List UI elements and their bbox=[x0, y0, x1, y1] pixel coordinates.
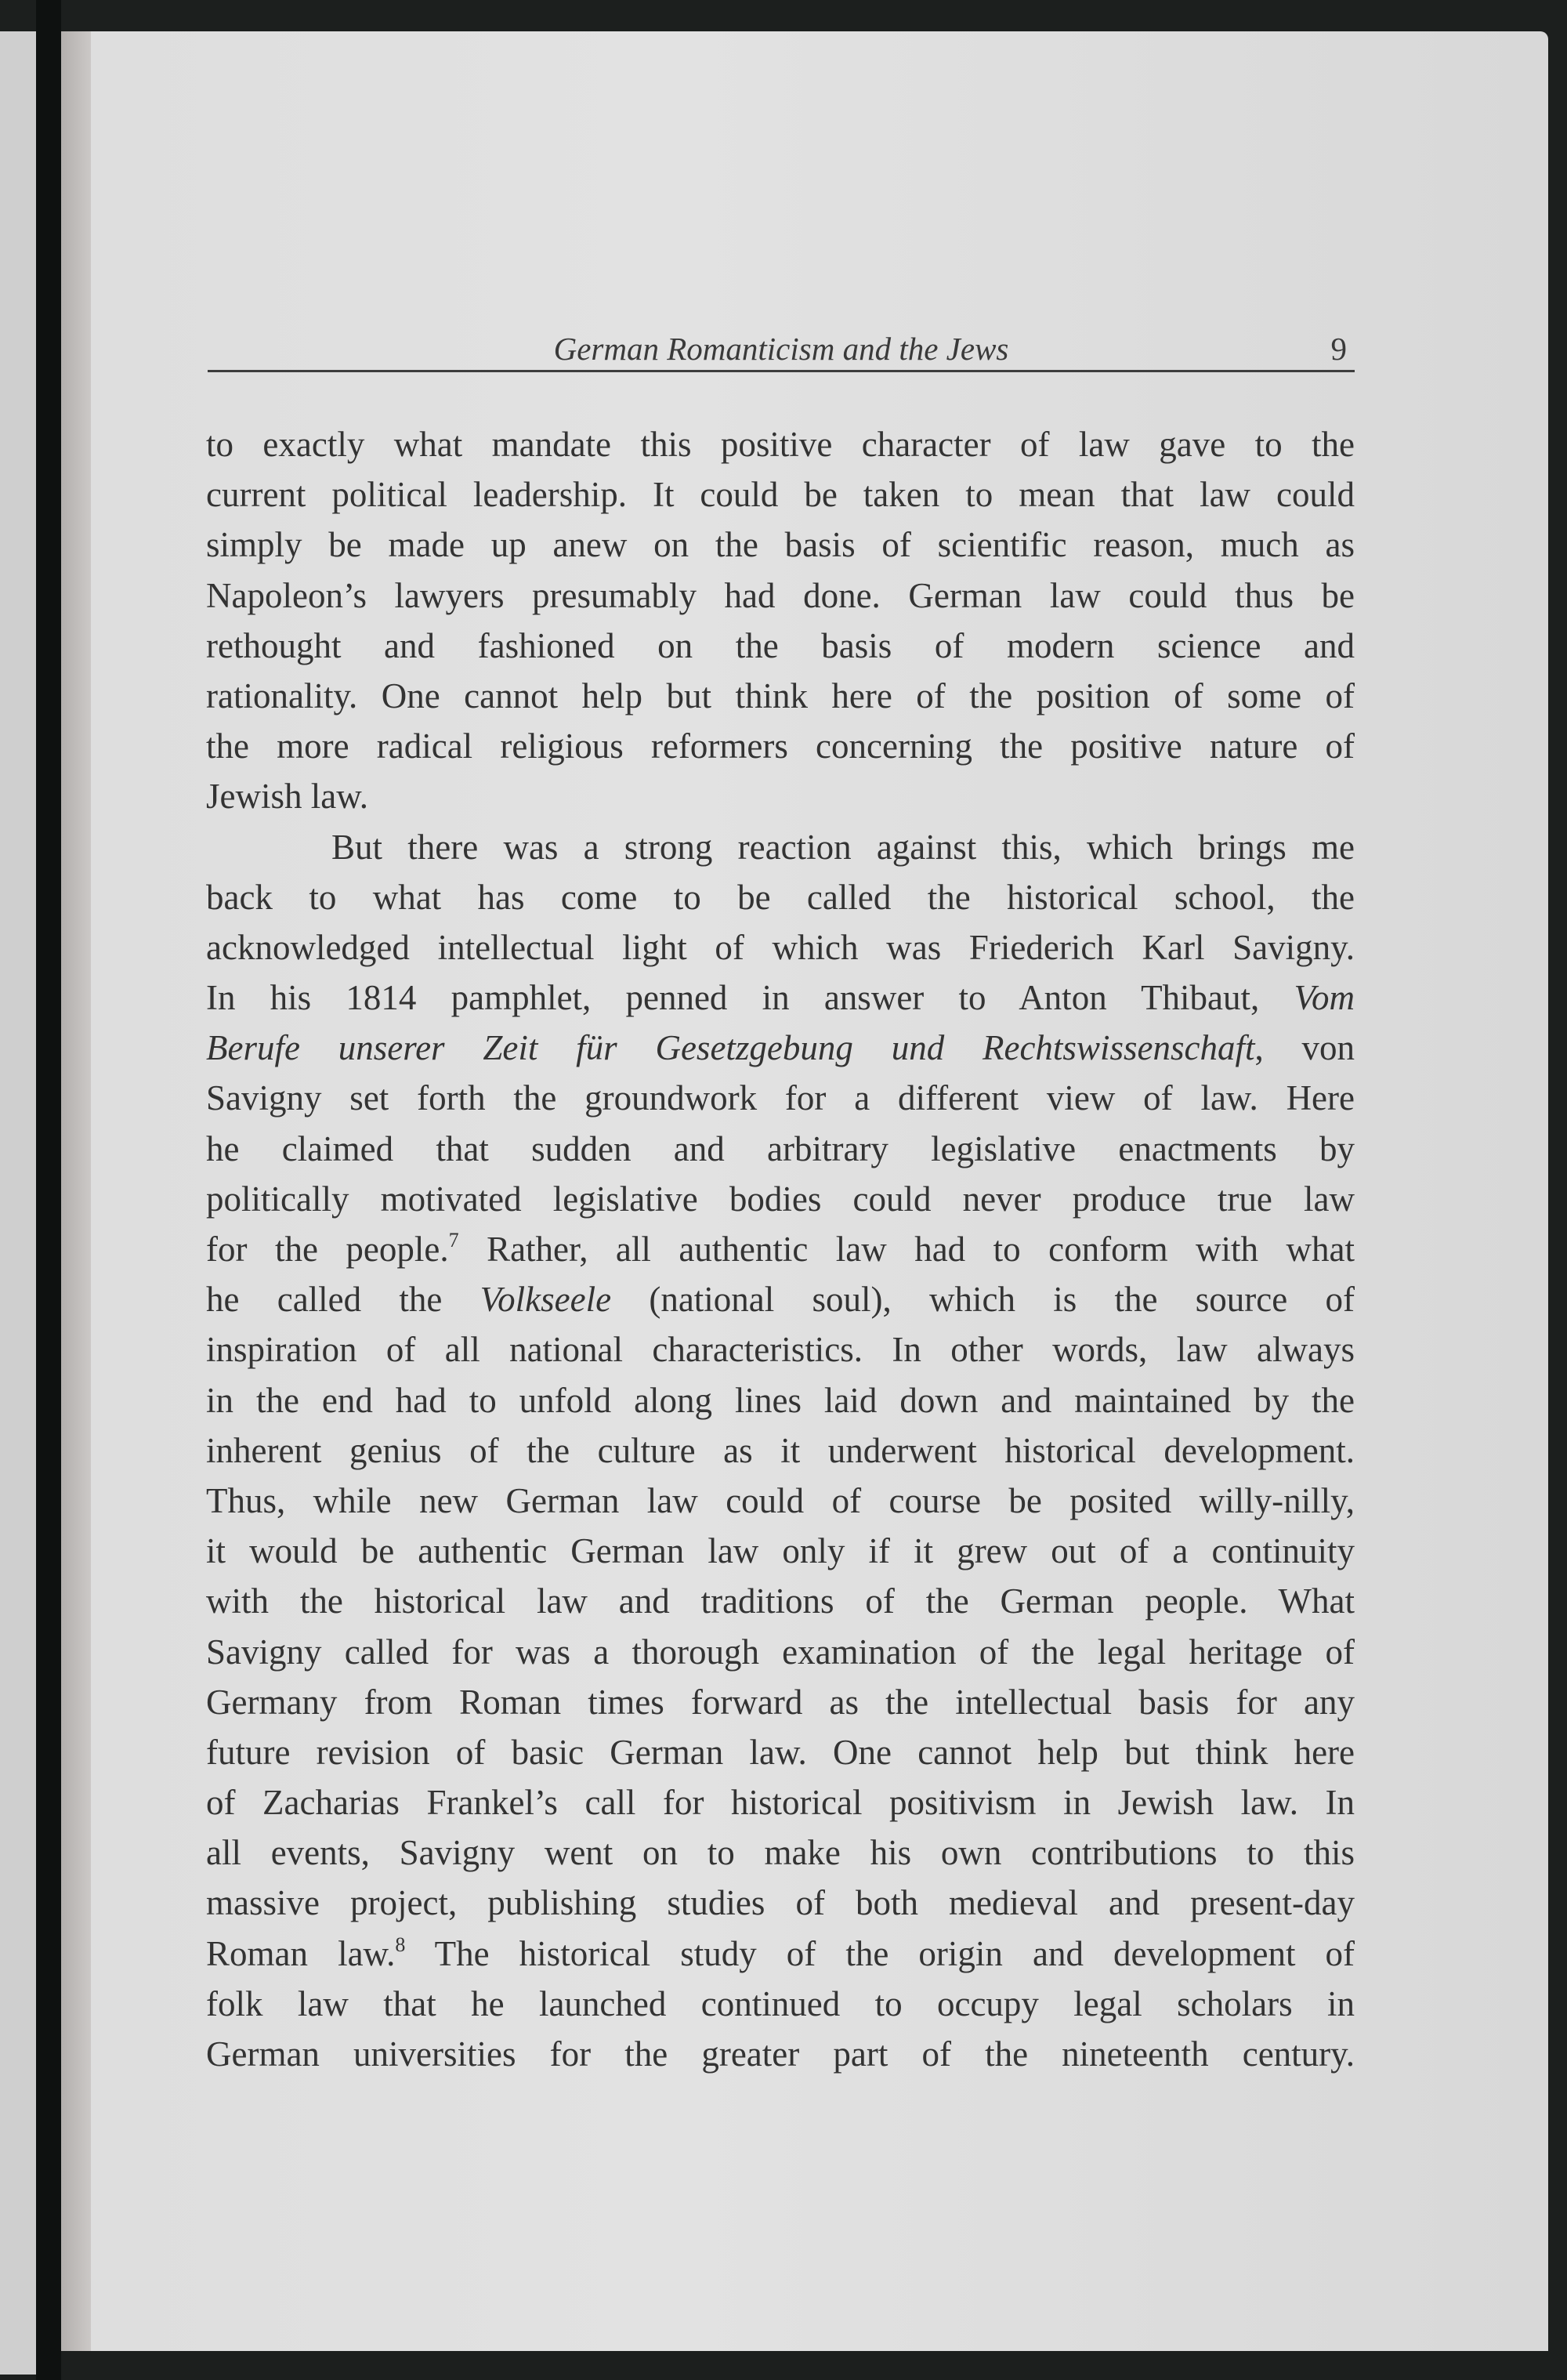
text-line bbox=[206, 1425, 1355, 1476]
text-segment: with the historical law and traditions of the German people. What bbox=[206, 1581, 1355, 1621]
header-rule bbox=[208, 370, 1355, 372]
text-line bbox=[206, 2029, 1355, 2079]
text-segment: it would be authentic German law only if it grew out of a continuity bbox=[206, 1531, 1355, 1571]
text-segment: Savigny set forth the groundwork for a different view of law. Here bbox=[206, 1078, 1355, 1118]
text-line bbox=[206, 469, 1355, 520]
text-line bbox=[206, 1124, 1355, 1174]
page-number: 9 bbox=[1330, 331, 1347, 367]
text-line bbox=[206, 419, 1355, 469]
text-line bbox=[206, 1777, 1355, 1828]
book-gutter bbox=[36, 0, 61, 2380]
text-line bbox=[206, 1174, 1355, 1224]
text-segment: Jewish law. bbox=[206, 777, 369, 817]
text-line bbox=[206, 721, 1355, 771]
italic-text: Berufe unserer Zeit für Gesetzgebung und Rechtswissenschaft bbox=[206, 1028, 1255, 1068]
text-segment: Napoleon’s lawyers presumably had done. German law could thus be bbox=[206, 575, 1355, 615]
running-title: German Romanticism and the Jews bbox=[553, 331, 1009, 367]
text-line bbox=[206, 1878, 1355, 1928]
text-segment: German universities for the greater part of the nineteenth century. bbox=[206, 2034, 1355, 2074]
text-segment: simply be made up anew on the basis of scientific reason, much as bbox=[206, 525, 1355, 565]
page-curl-shadow bbox=[61, 31, 92, 2351]
text-segment: to exactly what mandate this positive character of law gave to the bbox=[206, 425, 1355, 464]
text-segment: politically motivated legislative bodies could never produce true law bbox=[206, 1179, 1355, 1219]
text-line bbox=[206, 1727, 1355, 1777]
text-line bbox=[206, 1828, 1355, 1878]
text-segment: rationality. One cannot help but think here of the position of some of bbox=[206, 676, 1355, 715]
text-line bbox=[206, 571, 1355, 621]
text-line bbox=[206, 1526, 1355, 1576]
text-line bbox=[206, 872, 1355, 922]
text-line bbox=[206, 771, 1355, 821]
text-segment: Thus, while new German law could of course be posited willy-nilly, bbox=[206, 1480, 1355, 1520]
text-segment: inherent genius of the culture as it underwent historical development. bbox=[206, 1430, 1355, 1470]
text-segment: Germany from Roman times forward as the intellectual basis for any bbox=[206, 1682, 1355, 1722]
text-line bbox=[206, 1274, 1355, 1324]
italic-text: Vom bbox=[1294, 978, 1355, 1018]
text-segment: massive project, publishing studies of both medieval and present-day bbox=[206, 1883, 1355, 1923]
text-line bbox=[206, 1073, 1355, 1123]
text-line bbox=[206, 922, 1355, 973]
text-line bbox=[206, 671, 1355, 721]
text-line bbox=[206, 1576, 1355, 1626]
text-line bbox=[206, 1627, 1355, 1677]
text-segment: Savigny called for was a thorough examination of the legal heritage of bbox=[206, 1632, 1355, 1672]
text-segment: The historical study of the origin and development of bbox=[405, 1933, 1355, 1973]
text-segment: the more radical religious reformers concerning the positive nature of bbox=[206, 726, 1355, 766]
text-segment: of Zacharias Frankel’s call for historical positivism in Jewish law. In bbox=[206, 1783, 1355, 1823]
previous-page-edge bbox=[0, 31, 36, 2375]
text-segment: Roman law. bbox=[206, 1933, 396, 1973]
text-segment: all events, Savigny went on to make his own contributions to this bbox=[206, 1833, 1355, 1873]
body-text bbox=[206, 419, 1355, 2079]
text-segment: In his 1814 pamphlet, penned in answer to Anton Thibaut, bbox=[206, 978, 1294, 1018]
text-segment: acknowledged intellectual light of which was Friederich Karl Savigny. bbox=[206, 927, 1355, 967]
text-segment: , von bbox=[1254, 1028, 1355, 1068]
text-segment: current political leadership. It could be taken to mean that law could bbox=[206, 475, 1355, 515]
text-line bbox=[206, 822, 1355, 872]
text-segment: he claimed that sudden and arbitrary legislative enactments by bbox=[206, 1128, 1355, 1168]
text-line bbox=[206, 621, 1355, 671]
text-line bbox=[206, 1929, 1355, 1979]
italic-text: Volkseele bbox=[480, 1280, 612, 1320]
text-segment: (national soul), which is the source of bbox=[611, 1280, 1355, 1320]
text-line bbox=[206, 1324, 1355, 1375]
text-segment: in the end had to unfold along lines laid down and maintained by the bbox=[206, 1380, 1355, 1420]
text-line bbox=[206, 1476, 1355, 1526]
running-header bbox=[208, 325, 1355, 372]
footnote-reference: 7 bbox=[448, 1229, 459, 1252]
text-segment: But there was a strong reaction against this, which brings me bbox=[331, 827, 1355, 867]
text-segment: back to what has come to be called the historical school, the bbox=[206, 877, 1355, 917]
text-line bbox=[206, 1979, 1355, 2029]
text-line bbox=[206, 1677, 1355, 1727]
text-line bbox=[206, 1023, 1355, 1073]
text-segment: Rather, all authentic law had to conform with what bbox=[458, 1230, 1355, 1269]
text-segment: for the people. bbox=[206, 1230, 449, 1269]
text-line bbox=[206, 973, 1355, 1023]
text-segment: he called the bbox=[206, 1280, 480, 1320]
text-line bbox=[206, 1375, 1355, 1425]
text-segment: inspiration of all national characteristics. In other words, law always bbox=[206, 1330, 1355, 1370]
text-line bbox=[206, 520, 1355, 570]
footnote-reference: 8 bbox=[395, 1933, 406, 1956]
text-segment: future revision of basic German law. One cannot help but think here bbox=[206, 1732, 1355, 1772]
text-segment: folk law that he launched continued to occupy legal scholars in bbox=[206, 1983, 1355, 2023]
text-line bbox=[206, 1224, 1355, 1274]
text-segment: rethought and fashioned on the basis of modern science and bbox=[206, 625, 1355, 665]
